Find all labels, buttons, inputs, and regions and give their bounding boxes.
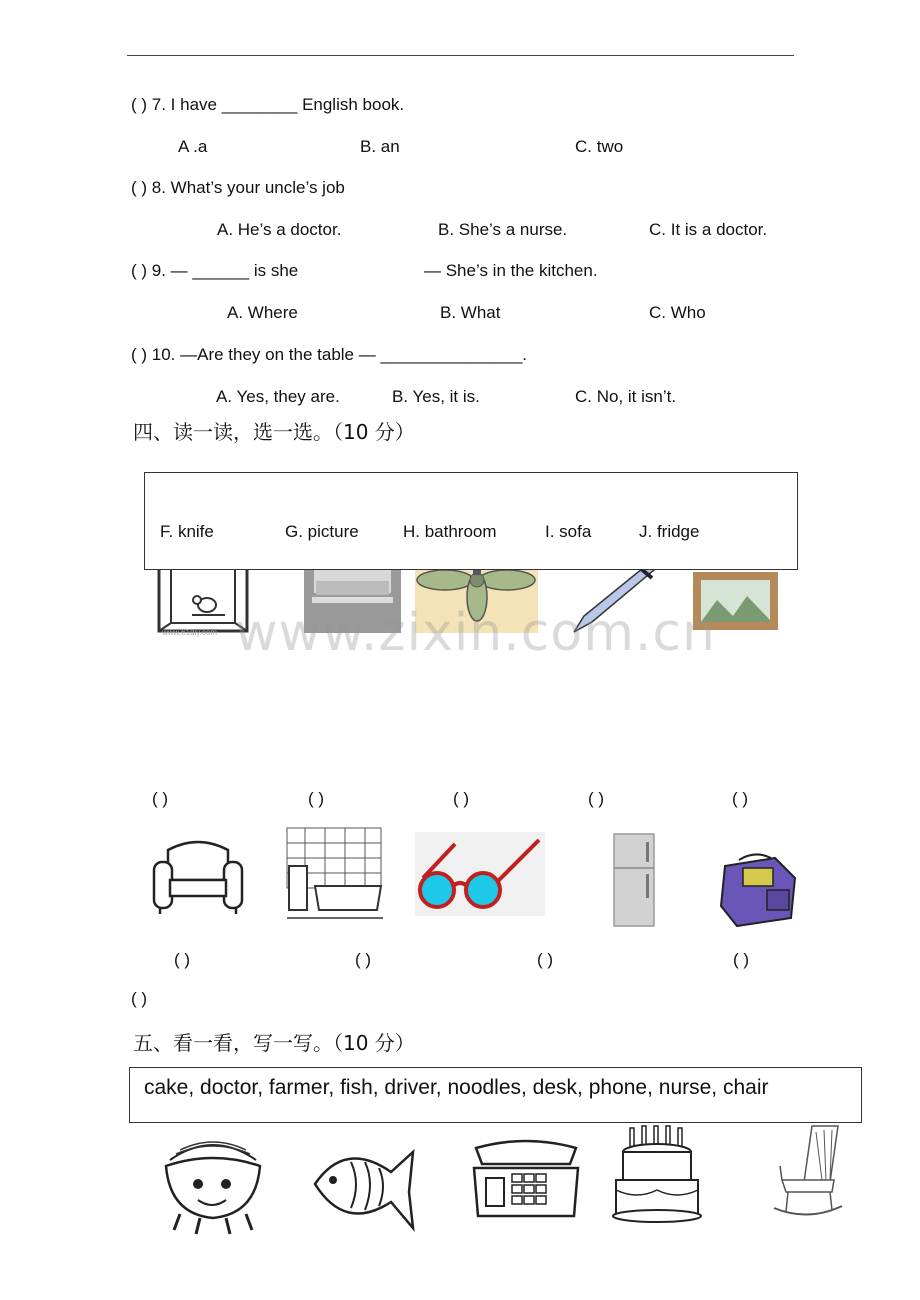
rocking-chair-icon: [772, 1122, 844, 1222]
question-9-option-b: B. What: [440, 303, 501, 322]
question-9-stem: ( ) 9. — ______ is she: [131, 261, 299, 280]
word-list-box: [129, 1067, 862, 1123]
glasses-icon: [415, 832, 545, 916]
question-10-option-a: A. Yes, they are.: [216, 387, 340, 406]
bathroom-icon: [285, 826, 385, 922]
answer-blank[interactable]: ( ): [131, 989, 148, 1008]
section-5-title: 五、看一看，写一写。（10 分）: [133, 1031, 415, 1055]
question-7-stem: ( ) 7. I have ________ English book.: [131, 95, 405, 114]
answer-blank[interactable]: ( ): [174, 950, 191, 969]
answer-blank[interactable]: ( ): [453, 789, 470, 808]
question-8-option-c: C. It is a doctor.: [649, 220, 768, 239]
question-10-option-b: B. Yes, it is.: [392, 387, 480, 406]
answer-blank[interactable]: ( ): [152, 789, 169, 808]
sofa-icon: [150, 830, 245, 918]
word-list: cake, doctor, farmer, fish, driver, noodles, desk, phone, nurse, chair: [144, 1076, 769, 1099]
question-9-answer-line: — She’s in the kitchen.: [424, 261, 598, 280]
phone-icon: [466, 1138, 586, 1220]
image-credit: www.61diy.com: [162, 628, 217, 637]
cake-icon: [612, 1124, 702, 1224]
word-bank-item: I. sofa: [545, 522, 592, 541]
question-10-stem: ( ) 10. —Are they on the table — _______________.: [131, 345, 527, 364]
question-8-stem: ( ) 8. What’s your uncle’s job: [131, 178, 345, 197]
answer-blank[interactable]: ( ): [537, 950, 554, 969]
fish-icon: [305, 1132, 417, 1236]
question-9-option-c: C. Who: [649, 303, 706, 322]
question-10-option-c: C. No, it isn’t.: [575, 387, 677, 406]
fridge-icon: [612, 832, 656, 930]
noodles-icon: [160, 1130, 266, 1238]
answer-blank[interactable]: ( ): [355, 950, 372, 969]
word-bank-item: J. fridge: [639, 522, 700, 541]
question-7-option-c: C. two: [575, 137, 624, 156]
schoolbag-icon: [715, 854, 801, 928]
word-bank-item: H. bathroom: [403, 522, 497, 541]
question-7-option-a: A .a: [178, 137, 208, 156]
question-9-option-a: A. Where: [227, 303, 298, 322]
word-bank-item: G. picture: [285, 522, 359, 541]
question-8-option-b: B. She’s a nurse.: [438, 220, 568, 239]
answer-blank[interactable]: ( ): [588, 789, 605, 808]
word-bank-box: [144, 472, 798, 570]
watermark: www.zixin.com.cn: [235, 603, 716, 663]
answer-blank[interactable]: ( ): [732, 789, 749, 808]
answer-blank[interactable]: ( ): [308, 789, 325, 808]
question-8-option-a: A. He’s a doctor.: [217, 220, 342, 239]
word-bank-item: F. knife: [160, 522, 214, 541]
answer-blank[interactable]: ( ): [733, 950, 750, 969]
section-4-title: 四、读一读，选一选。（10 分）: [133, 420, 415, 444]
top-rule: [127, 55, 794, 56]
question-7-option-b: B. an: [360, 137, 400, 156]
